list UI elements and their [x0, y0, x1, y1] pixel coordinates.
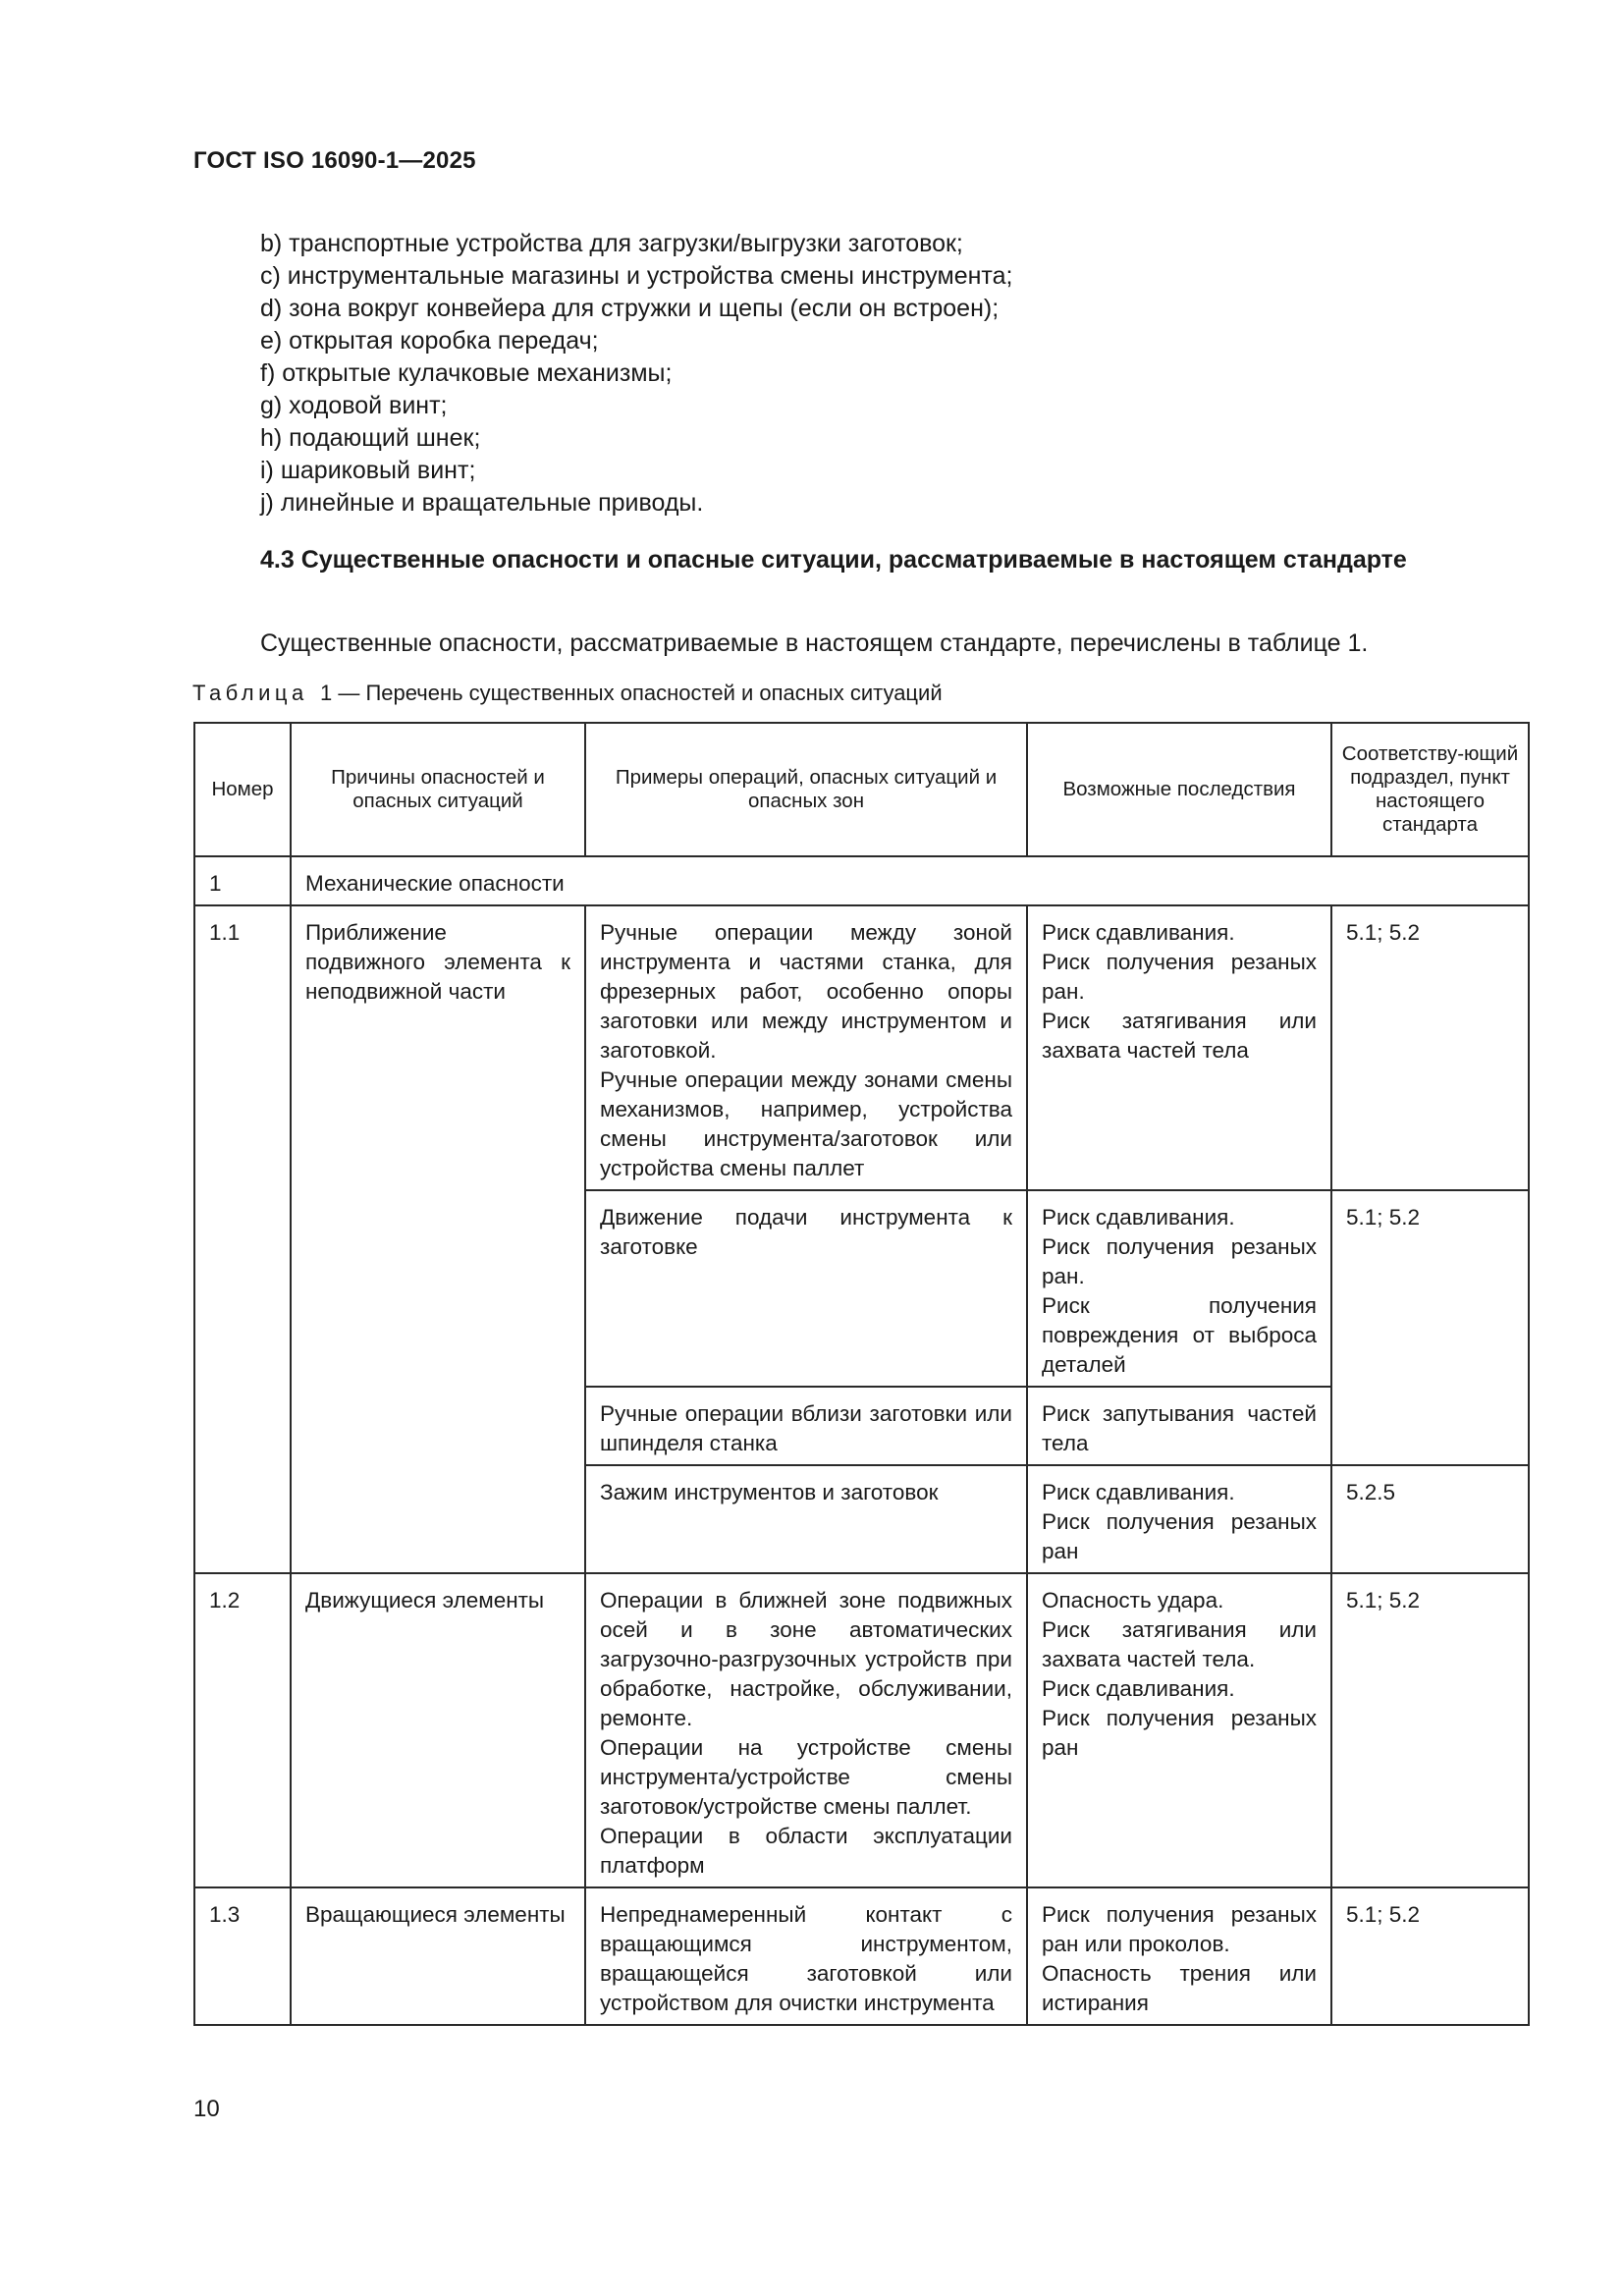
consequence-text: Опасность трения или истирания — [1042, 1961, 1317, 2015]
consequence-text: Риск затягивания или захвата частей тела — [1042, 1009, 1317, 1063]
list-item: h) подающий шнек; — [260, 424, 481, 452]
consequence-text: Риск получения повреждения от выброса деталей — [1042, 1293, 1317, 1377]
row-cause: Вращающиеся элементы — [291, 1887, 585, 2025]
example-text: Операции на устройстве смены инструмента/устройстве смены заготовок/устройстве смены паллет. — [600, 1735, 1012, 1819]
row-reference: 5.1; 5.2 — [1331, 1887, 1529, 2025]
example-text: Ручные операции между зонами смены механизмов, например, устройства смены инструмента/заготовок или устройства смены паллет — [600, 1067, 1012, 1180]
row-example — [585, 905, 1027, 1190]
table-caption-label: Таблица — [192, 681, 308, 705]
header-examples: Примеры операций, опасных ситуаций и опасных зон — [585, 723, 1027, 856]
list-item: d) зона вокруг конвейера для стружки и щепы (если он встроен); — [260, 295, 1000, 322]
enumerated-list — [260, 228, 1497, 519]
header-reference: Соответству-ющий подраздел, пункт настоящего стандарта — [1331, 723, 1529, 856]
row-example — [585, 1573, 1027, 1887]
header-consequences: Возможные последствия — [1027, 723, 1331, 856]
consequence-text: Риск получения резаных ран или проколов. — [1042, 1902, 1317, 1956]
row-consequences — [1027, 1465, 1331, 1573]
list-item: b) транспортные устройства для загрузки/выгрузки заготовок; — [260, 230, 963, 257]
consequence-text: Риск получения резаных ран. — [1042, 950, 1317, 1004]
consequence-text: Риск получения резаных ран. — [1042, 1234, 1317, 1288]
row-number: 1.3 — [194, 1887, 291, 2025]
row-reference: 5.1; 5.2 — [1331, 1573, 1529, 1887]
list-item: c) инструментальные магазины и устройства смены инструмента; — [260, 262, 1013, 290]
row-consequences — [1027, 1190, 1331, 1387]
list-item: j) линейные и вращательные приводы. — [260, 489, 704, 517]
example-text: Ручные операции между зоной инструмента и частями станка, для фрезерных работ, особенно опоры заготовки или между инструментом и заготовкой. — [600, 920, 1012, 1063]
row-reference: 5.1; 5.2 — [1331, 1190, 1529, 1465]
document-header: ГОСТ ISO 16090-1—2025 — [193, 147, 476, 174]
group-number: 1 — [194, 856, 291, 905]
row-number: 1.1 — [194, 905, 291, 1573]
consequence-text: Опасность удара. — [1042, 1588, 1224, 1613]
row-reference: 5.1; 5.2 — [1331, 905, 1529, 1190]
row-consequences — [1027, 1573, 1331, 1887]
consequence-text: Риск сдавливания. — [1042, 920, 1235, 945]
table-header-row — [194, 723, 1529, 856]
row-consequences — [1027, 905, 1331, 1190]
example-text: Операции в области эксплуатации платформ — [600, 1824, 1012, 1878]
hazards-table — [193, 722, 1530, 2026]
section-paragraph: Существенные опасности, рассматриваемые в настоящем стандарте, перечислены в таблице 1. — [260, 629, 1369, 657]
consequence-text: Риск сдавливания. — [1042, 1480, 1235, 1504]
table-row — [194, 905, 1529, 1190]
group-title: Механические опасности — [291, 856, 1529, 905]
row-reference: 5.2.5 — [1331, 1465, 1529, 1573]
row-example: Движение подачи инструмента к заготовке — [585, 1190, 1027, 1387]
table-row — [194, 1887, 1529, 2025]
row-cause: Приближение подвижного элемента к неподвижной части — [291, 905, 585, 1573]
consequence-text: Риск запутывания частей тела — [1042, 1401, 1317, 1455]
consequence-text: Риск получения резаных ран — [1042, 1509, 1317, 1563]
row-example: Непреднамеренный контакт с вращающимся инструментом, вращающейся заготовкой или устройством для очистки инструмента — [585, 1887, 1027, 2025]
table-row — [194, 1573, 1529, 1887]
page-number: 10 — [193, 2096, 220, 2122]
header-number: Номер — [194, 723, 291, 856]
consequence-text: Риск сдавливания. — [1042, 1676, 1235, 1701]
row-cause: Движущиеся элементы — [291, 1573, 585, 1887]
consequence-text: Риск затягивания или захвата частей тела. — [1042, 1617, 1317, 1671]
table-caption — [192, 680, 943, 707]
row-consequences — [1027, 1887, 1331, 2025]
section-heading: 4.3 Существенные опасности и опасные ситуации, рассматриваемые в настоящем стандарте — [260, 546, 1407, 574]
row-example: Зажим инструментов и заготовок — [585, 1465, 1027, 1573]
consequence-text: Риск получения резаных ран — [1042, 1706, 1317, 1760]
list-item: i) шариковый винт; — [260, 457, 476, 484]
header-cause: Причины опасностей и опасных ситуаций — [291, 723, 585, 856]
list-item: e) открытая коробка передач; — [260, 327, 599, 355]
table-caption-text: 1 — Перечень существенных опасностей и опасных ситуаций — [320, 681, 943, 705]
row-example: Ручные операции вблизи заготовки или шпинделя станка — [585, 1387, 1027, 1465]
row-consequences — [1027, 1387, 1331, 1465]
list-item: g) ходовой винт; — [260, 392, 448, 419]
list-item: f) открытые кулачковые механизмы; — [260, 359, 673, 387]
consequence-text: Риск сдавливания. — [1042, 1205, 1235, 1230]
table-group-row — [194, 856, 1529, 905]
row-number: 1.2 — [194, 1573, 291, 1887]
example-text: Операции в ближней зоне подвижных осей и в зоне автоматических загрузочно-разгрузочных устройств при обработке, настройке, обслуживании, ремонте. — [600, 1588, 1012, 1730]
